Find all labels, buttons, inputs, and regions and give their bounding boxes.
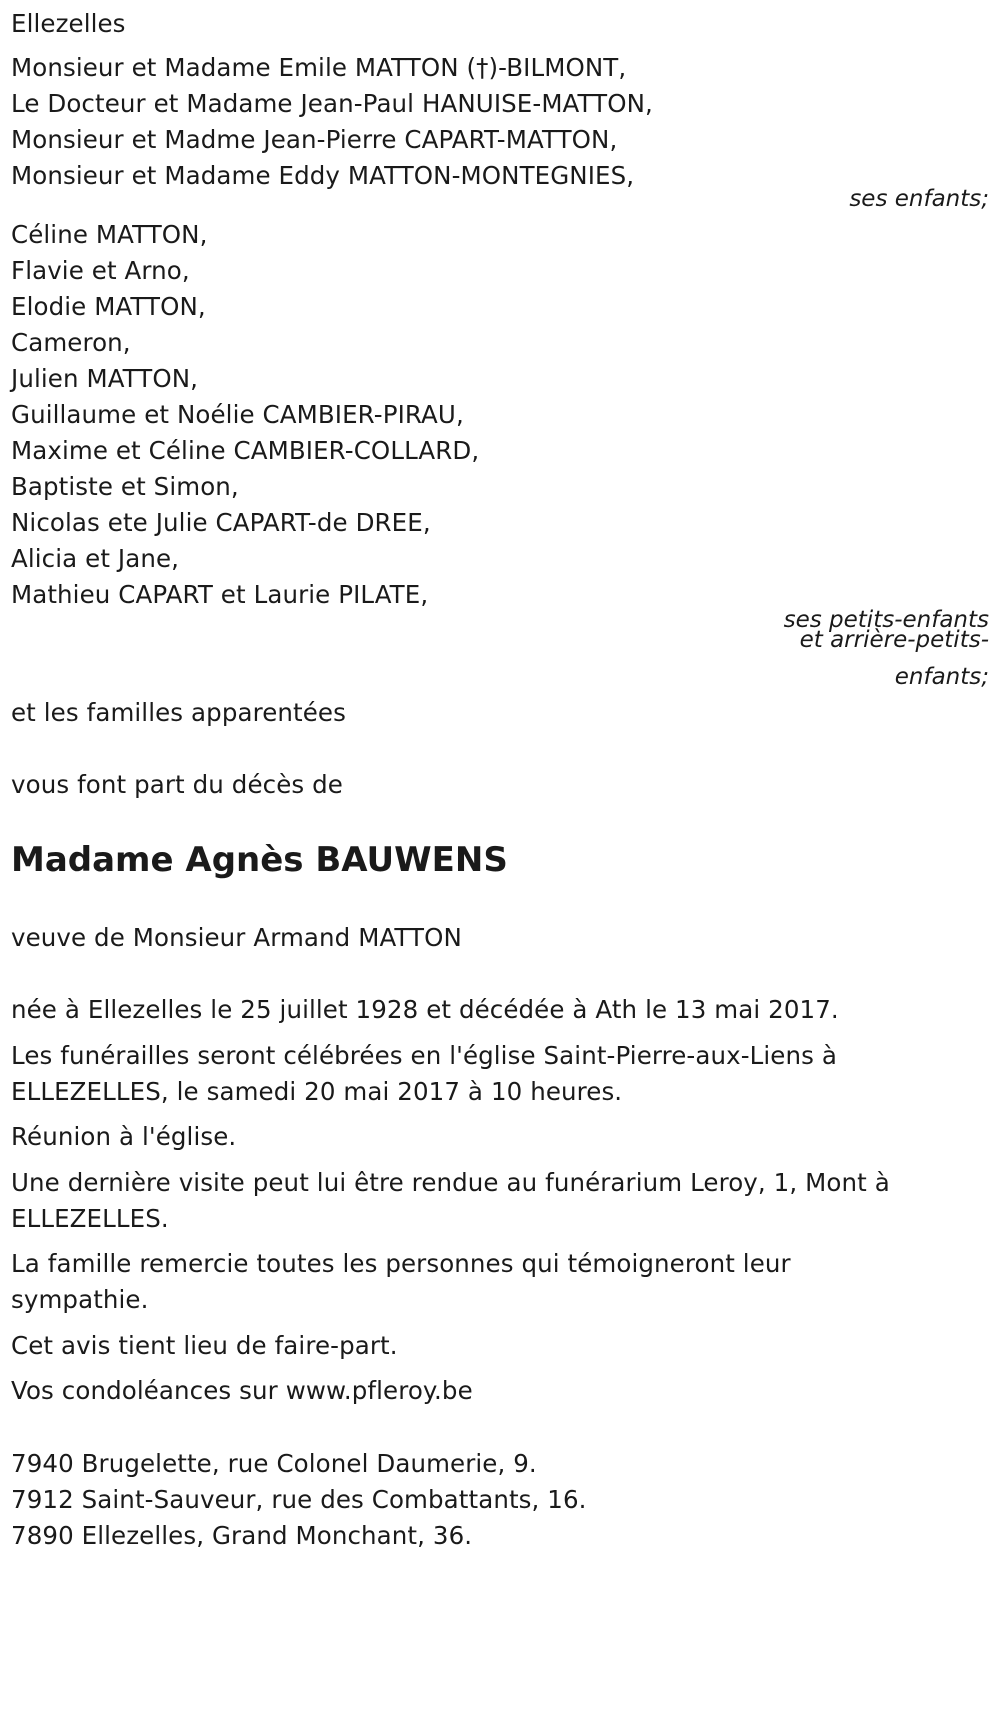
child-line: Monsieur et Madame Emile MATTON (†)-BILMONT,: [11, 53, 627, 82]
grandchild-line: Guillaume et Noélie CAMBIER-PIRAU,: [11, 400, 464, 429]
grandchildren-role-line3: enfants;: [894, 664, 989, 690]
grandchild-line: Elodie MATTON,: [11, 292, 206, 321]
grandchild-line: Cameron,: [11, 328, 131, 357]
birth-death-line: née à Ellezelles le 25 juillet 1928 et décédée à Ath le 13 mai 2017.: [11, 995, 839, 1024]
thanks-line: sympathie.: [11, 1285, 149, 1314]
widow-line: veuve de Monsieur Armand MATTON: [11, 923, 462, 952]
grandchild-line: Alicia et Jane,: [11, 544, 180, 573]
deceased-name: Madame Agnès BAUWENS: [11, 840, 508, 880]
children-role: ses enfants;: [849, 186, 989, 212]
grandchild-line: Mathieu CAPART et Laurie PILATE,: [11, 580, 429, 609]
grandchild-line: Baptiste et Simon,: [11, 472, 239, 501]
grandchildren-role-line1: ses petits-enfants: [783, 607, 989, 633]
child-line: Monsieur et Madame Eddy MATTON-MONTEGNIES,: [11, 161, 635, 190]
visit-line: Une dernière visite peut lui être rendue au funérarium Leroy, 1, Mont à: [11, 1168, 890, 1197]
thanks-line: La famille remercie toutes les personnes qui témoigneront leur: [11, 1249, 791, 1278]
funeral-line: ELLEZELLES, le samedi 20 mai 2017 à 10 heures.: [11, 1077, 623, 1106]
child-line: Monsieur et Madme Jean-Pierre CAPART-MATTON,: [11, 125, 618, 154]
grandchild-line: Maxime et Céline CAMBIER-COLLARD,: [11, 436, 480, 465]
address-line: 7890 Ellezelles, Grand Monchant, 36.: [11, 1521, 473, 1550]
grandchild-line: Céline MATTON,: [11, 220, 208, 249]
visit-line: ELLEZELLES.: [11, 1204, 169, 1233]
condolences-line: Vos condoléances sur www.pfleroy.be: [11, 1376, 473, 1405]
grandchild-line: Julien MATTON,: [11, 364, 199, 393]
child-line: Le Docteur et Madame Jean-Paul HANUISE-MATTON,: [11, 89, 653, 118]
meeting-line: Réunion à l'église.: [11, 1122, 237, 1151]
grandchild-line: Flavie et Arno,: [11, 256, 190, 285]
location: Ellezelles: [11, 9, 126, 38]
funeral-line: Les funérailles seront célébrées en l'église Saint-Pierre-aux-Liens à: [11, 1041, 837, 1070]
address-line: 7940 Brugelette, rue Colonel Daumerie, 9.: [11, 1449, 537, 1478]
grandchild-line: Nicolas ete Julie CAPART-de DREE,: [11, 508, 431, 537]
grandchildren-role-line2: et arrière-petits-: [799, 627, 989, 653]
address-line: 7912 Saint-Sauveur, rue des Combattants, 16.: [11, 1485, 587, 1514]
announce-line: vous font part du décès de: [11, 770, 343, 799]
notice-line: Cet avis tient lieu de faire-part.: [11, 1331, 398, 1360]
families-line: et les familles apparentées: [11, 698, 346, 727]
